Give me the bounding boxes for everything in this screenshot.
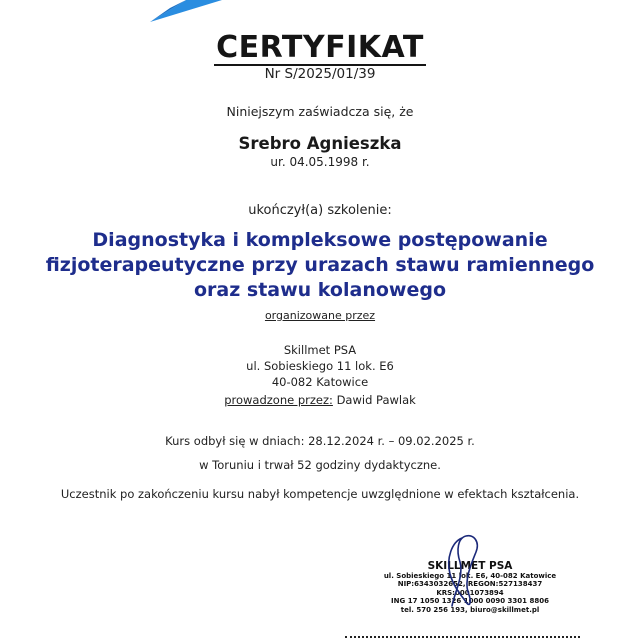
organizer-line: ul. Sobieskiego 11 lok. E6 bbox=[246, 359, 394, 373]
stamp-line: ING 17 1050 1326 1000 0090 3301 8806 bbox=[391, 597, 549, 606]
recipient-birth-date: ur. 04.05.1998 r. bbox=[270, 155, 370, 169]
recipient-name: Srebro Agnieszka bbox=[238, 134, 402, 153]
blue-arrow-logo-icon bbox=[140, 0, 240, 26]
organizer-line: Skillmet PSA bbox=[283, 343, 357, 357]
course-title-line: Diagnostyka i kompleksowe postępowanie bbox=[92, 229, 548, 251]
stamp-line: NIP:6343032652, REGON:527138437 bbox=[397, 580, 543, 589]
stamp-title: SKILLMET PSA bbox=[427, 560, 513, 572]
course-title bbox=[0, 228, 640, 303]
certificate-number: Nr S/2025/01/39 bbox=[264, 66, 376, 82]
intro-text: Niniejszym zaświadcza się, że bbox=[226, 104, 414, 119]
organizer-line: 40-082 Katowice bbox=[271, 375, 369, 389]
handwritten-signature-icon bbox=[432, 532, 492, 612]
competence-statement: Uczestnik po zakończeniu kursu nabył kompetencje uwzględnione w efektach kształcenia. bbox=[60, 487, 580, 501]
certificate-title: CERTYFIKAT bbox=[216, 30, 424, 65]
organizer-label: organizowane przez bbox=[264, 309, 376, 322]
stamp-line: ul. Sobieskiego 11 lok. E6, 40-082 Katowice bbox=[383, 572, 557, 580]
course-title-line: fizjoterapeutyczne przy urazach stawu ramiennego bbox=[45, 254, 595, 276]
stamp-line: tel. 570 256 193, biuro@skillmet.pl bbox=[400, 605, 540, 614]
course-title-line: oraz stawu kolanowego bbox=[193, 279, 446, 301]
lecturer-line bbox=[0, 393, 640, 407]
organizer-address bbox=[0, 342, 640, 390]
completed-label: ukończył(a) szkolenie: bbox=[248, 203, 392, 218]
lecturer-label: prowadzone przez: bbox=[224, 393, 333, 407]
course-dates: Kurs odbył się w dniach: 28.12.2024 r. – 09.02.2025 r. bbox=[165, 434, 475, 448]
stamp-line: KRS:0001073894 bbox=[436, 588, 504, 597]
lecturer-name: Dawid Pawlak bbox=[336, 393, 416, 407]
signature-dotted-line bbox=[345, 636, 580, 638]
course-place-duration: w Toruniu i trwał 52 godziny dydaktyczne. bbox=[199, 458, 441, 472]
